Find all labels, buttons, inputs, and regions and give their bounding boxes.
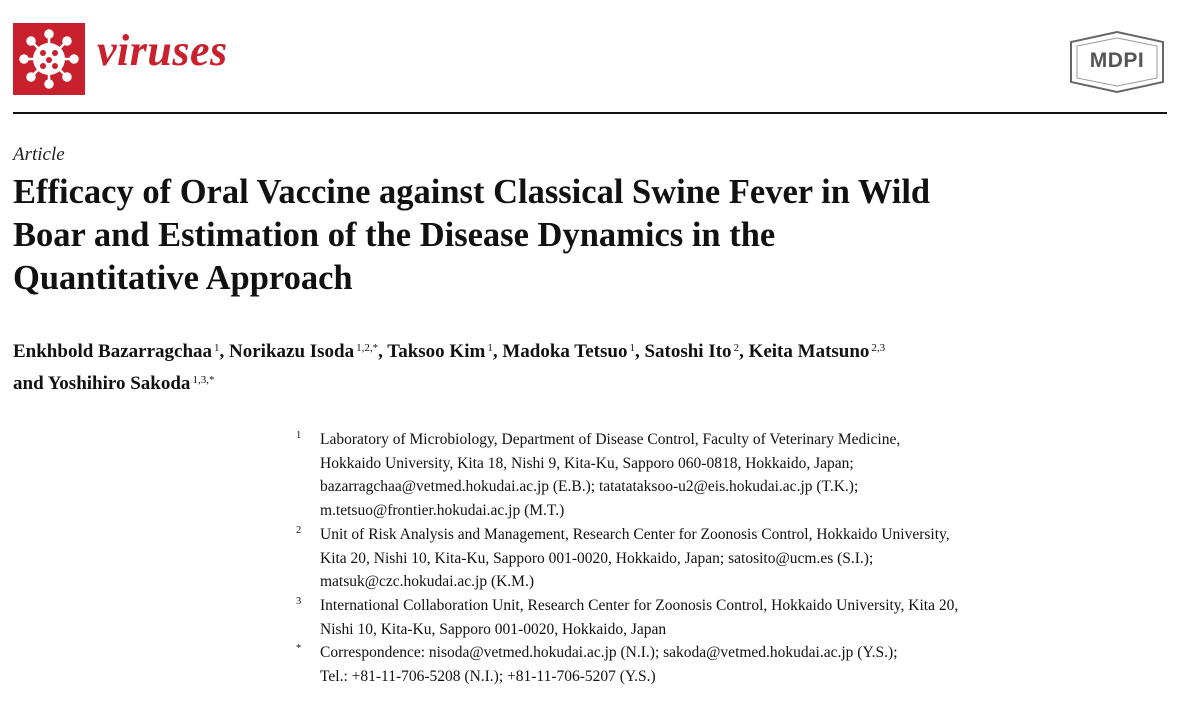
correspondence-mark: * bbox=[296, 643, 302, 655]
title-line: Boar and Estimation of the Disease Dynamics in the bbox=[13, 216, 776, 254]
author-line bbox=[13, 366, 1173, 398]
author-separator: , bbox=[634, 341, 640, 362]
affiliation-text: Laboratory of Microbiology, Department of Disease Control, Faculty of Veterinary Medicine, bbox=[320, 431, 901, 448]
author-name[interactable]: Yoshihiro Sakoda bbox=[47, 373, 191, 394]
author-affiliation-mark: 2,3 bbox=[871, 342, 886, 354]
affiliation-email[interactable]: m.tetsuo@frontier.hokudai.ac.jp (M.T.) bbox=[320, 502, 565, 520]
author-name[interactable]: Satoshi Ito bbox=[644, 341, 732, 362]
virus-icon bbox=[13, 23, 85, 95]
affiliation-email[interactable]: bazarragchaa@vetmed.hokudai.ac.jp (E.B.); tatatataksoo-u2@eis.hokudai.ac.jp (T.K.); bbox=[320, 478, 859, 496]
correspondence-email[interactable]: Correspondence: nisoda@vetmed.hokudai.ac.jp (N.I.); sakoda@vetmed.hokudai.ac.jp (Y.S.); bbox=[320, 644, 898, 662]
affiliation-mark: 3 bbox=[296, 595, 302, 607]
author-name[interactable]: Keita Matsuno bbox=[748, 341, 870, 362]
author-separator: , bbox=[739, 341, 744, 362]
affiliation-item bbox=[296, 594, 1166, 641]
affiliation-mark: 1 bbox=[296, 430, 302, 441]
correspondence-item bbox=[296, 641, 1166, 688]
publisher-logo bbox=[1067, 30, 1167, 94]
publisher-name: MDPI bbox=[1089, 49, 1145, 72]
affiliation-item bbox=[296, 523, 1166, 594]
author-name[interactable]: Norikazu Isoda bbox=[229, 341, 355, 362]
title-line: Efficacy of Oral Vaccine against Classical Swine Fever in Wild bbox=[13, 173, 931, 211]
author-separator: , bbox=[378, 341, 383, 362]
article-title bbox=[13, 171, 1173, 300]
header-rule bbox=[13, 112, 1167, 114]
author-line bbox=[13, 334, 1173, 366]
correspondence-phone: Tel.: +81-11-706-5208 (N.I.); +81-11-706-5207 (Y.S.) bbox=[320, 668, 656, 686]
author-name[interactable]: Enkhbold Bazarragchaa bbox=[13, 341, 213, 362]
affiliation-item bbox=[296, 428, 1166, 523]
affiliation-text: Unit of Risk Analysis and Management, Research Center for Zoonosis Control, Hokkaido University, bbox=[320, 525, 950, 543]
article-type: Article bbox=[13, 144, 65, 165]
author-separator: , bbox=[219, 341, 225, 362]
author-affiliation-mark: 1 bbox=[487, 342, 493, 354]
author-separator: , bbox=[492, 341, 498, 362]
author-affiliation-mark: 2 bbox=[733, 342, 740, 354]
affiliation-text: International Collaboration Unit, Research Center for Zoonosis Control, Hokkaido University, Kita 20, bbox=[320, 596, 959, 614]
journal-name: viruses bbox=[97, 26, 228, 75]
affiliation-text: Nishi 10, Kita-Ku, Sapporo 001-0020, Hokkaido, Japan bbox=[320, 620, 667, 638]
affiliation-text: Kita 20, Nishi 10, Kita-Ku, Sapporo 001-0020, Hokkaido, Japan; satosito@ucm.es (S.I.); bbox=[320, 549, 874, 567]
author-affiliation-mark: 1 bbox=[629, 342, 635, 354]
affiliation-mark: 2 bbox=[296, 524, 302, 536]
journal-header bbox=[0, 0, 1187, 114]
author-affiliation-mark: 1 bbox=[214, 342, 220, 354]
author-affiliation-mark: 1,3,* bbox=[192, 374, 215, 386]
author-conjunction: and bbox=[13, 373, 44, 394]
affiliation-text: Hokkaido University, Kita 18, Nishi 9, Kita-Ku, Sapporo 060-0818, Hokkaido, Japan; bbox=[320, 454, 854, 472]
author-name[interactable]: Madoka Tetsuo bbox=[502, 341, 628, 362]
title-line: Quantitative Approach bbox=[13, 259, 353, 297]
affiliation-list bbox=[296, 428, 1166, 689]
author-name[interactable]: Taksoo Kim bbox=[387, 341, 486, 362]
affiliation-email[interactable]: matsuk@czc.hokudai.ac.jp (K.M.) bbox=[320, 573, 534, 591]
author-affiliation-mark: 1,2,* bbox=[356, 342, 379, 354]
author-list bbox=[13, 334, 1173, 398]
journal-logo bbox=[13, 23, 85, 95]
